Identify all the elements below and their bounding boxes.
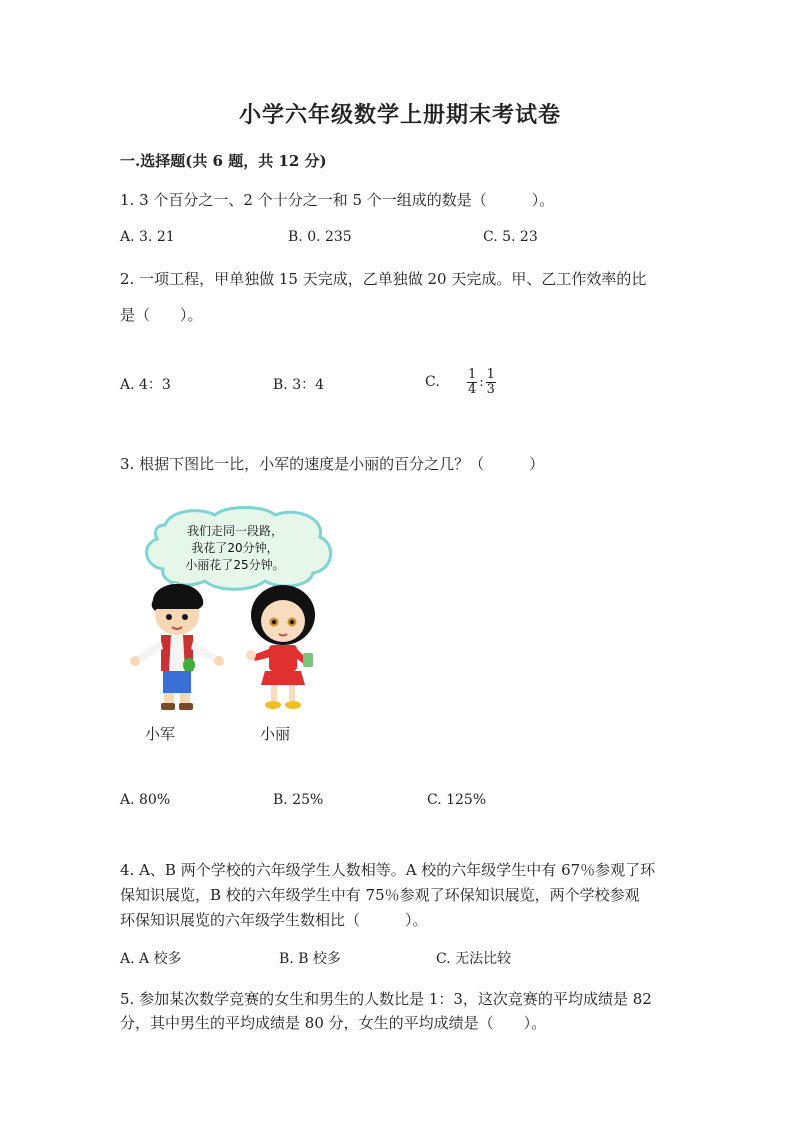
fraction-1-denominator: 4 — [468, 382, 477, 397]
boy-figure — [130, 584, 224, 710]
question-4-option-b[interactable]: B. B 校多 — [279, 951, 341, 967]
ratio-colon: : — [479, 375, 484, 390]
fraction-1 — [467, 368, 477, 397]
question-2-option-b[interactable]: B. 3：4 — [273, 377, 325, 393]
girl-figure — [246, 585, 315, 709]
question-2-option-c-label[interactable]: C. — [425, 374, 440, 390]
question-1-option-a[interactable]: A. 3. 21 — [120, 229, 175, 245]
question-2-option-c-expression — [467, 368, 496, 397]
question-4-text-line-1: 4. A、B 两个学校的六年级学生人数相等。A 校的六年级学生中有 67％参观了环 — [120, 861, 656, 879]
fraction-2-numerator: 1 — [486, 367, 495, 382]
cartoon-children-svg — [125, 505, 340, 715]
bubble-line-3: 小丽花了25分钟。 — [185, 558, 285, 572]
boy-name-label: 小军 — [145, 725, 176, 743]
question-1-option-b[interactable]: B. 0. 235 — [288, 229, 352, 245]
question-3-option-b[interactable]: B. 25% — [273, 792, 324, 808]
question-1-option-c[interactable]: C. 5. 23 — [483, 229, 538, 245]
fraction-1-numerator: 1 — [468, 367, 477, 382]
question-2-option-a[interactable]: A. 4：3 — [120, 377, 171, 393]
question-3-option-c[interactable]: C. 125% — [427, 792, 487, 808]
question-3-illustration — [125, 505, 340, 755]
girl-name-label: 小丽 — [260, 725, 291, 743]
question-2-text-line-2: 是（ ）。 — [120, 306, 203, 324]
section-heading: 一.选择题(共 6 题，共 12 分) — [120, 152, 327, 170]
question-3-option-a[interactable]: A. 80% — [120, 792, 171, 808]
bubble-line-2: 我花了20分钟， — [191, 541, 279, 555]
question-5-text-line-1: 5. 参加某次数学竞赛的女生和男生的人数比是 1：3，这次竞赛的平均成绩是 82 — [120, 990, 652, 1008]
page-title: 小学六年级数学上册期末考试卷 — [238, 102, 561, 128]
question-3-text: 3. 根据下图比一比，小军的速度是小丽的百分之几？（ ） — [120, 455, 545, 473]
bubble-line-1: 我们走同一段路， — [186, 524, 284, 538]
question-1-text: 1. 3 个百分之一、2 个十分之一和 5 个一组成的数是（ ）。 — [120, 191, 555, 209]
question-4-text-line-2: 保知识展览，B 校的六年级学生中有 75％参观了环保知识展览，两个学校参观 — [120, 886, 640, 904]
question-5-text-line-2: 分，其中男生的平均成绩是 80 分，女生的平均成绩是（ ）。 — [120, 1014, 547, 1032]
fraction-2-denominator: 3 — [486, 382, 495, 397]
fraction-2 — [486, 368, 496, 397]
question-4-text-line-3: 环保知识展览的六年级学生数相比（ ）。 — [120, 911, 428, 929]
question-2-text-line-1: 2. 一项工程，甲单独做 15 天完成，乙单独做 20 天完成。甲、乙工作效率的比 — [120, 270, 647, 288]
question-4-option-c[interactable]: C. 无法比较 — [436, 951, 512, 967]
question-4-option-a[interactable]: A. A 校多 — [120, 951, 182, 967]
